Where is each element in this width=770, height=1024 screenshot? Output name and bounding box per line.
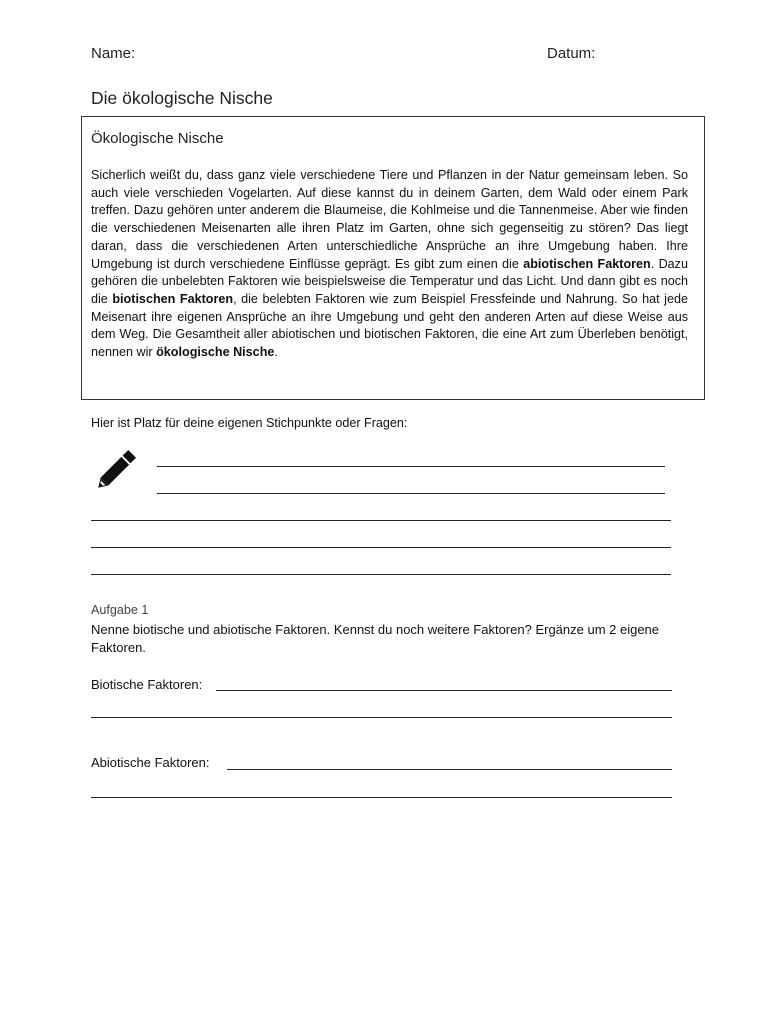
biotic-answer-line[interactable] (91, 717, 672, 718)
info-text-part: , die belebten Faktoren wie zum Beispiel Fressfeinde und Nahrung. So hat jede Meisenart ihre eigenen Ansprüche an ihre Umgebung und geht den anderen Arten auf diese Weise aus dem Weg. Die Gesamtheit aller abiotischen und biotischen Faktoren, die eine Art zum Überleben benötigt, nennen wir (91, 291, 688, 360)
abiotic-factors-label: Abiotische Faktoren: (91, 755, 210, 770)
page-title: Die ökologische Nische (91, 88, 273, 108)
abiotic-answer-line[interactable] (91, 797, 672, 798)
task-heading: Aufgabe 1 (91, 603, 149, 617)
note-line[interactable] (157, 466, 665, 467)
info-text-part: . Dazu gehören die unbelebten Faktoren wie beispielsweise die Temperatur und das Licht. Und dann gibt es noch die (91, 256, 688, 306)
biotic-factors-label: Biotische Faktoren: (91, 677, 203, 692)
pencil-icon (95, 446, 141, 490)
notes-prompt: Hier ist Platz für deine eigenen Stichpunkte oder Fragen: (91, 416, 408, 430)
note-line[interactable] (91, 547, 671, 548)
note-line[interactable] (157, 493, 665, 494)
term-biotic: biotischen Faktoren (112, 291, 234, 306)
term-abiotic: abiotischen Faktoren (523, 256, 651, 271)
info-text-part: . (274, 345, 278, 360)
note-line[interactable] (91, 574, 671, 575)
info-box-heading: Ökologische Nische (91, 130, 224, 147)
date-label: Datum: (547, 45, 596, 62)
task-text: Nenne biotische und abiotische Faktoren. Kennst du noch weitere Faktoren? Ergänze um 2 eigene Faktoren. (91, 622, 660, 655)
info-text-part: Sicherlich weißt du, dass ganz viele verschiedene Tiere und Pflanzen in der Natur gemeinsam leben. So auch viele verschieden Vogelarten. Auf diese kannst du in deinem Garten, dem Wald oder einem Park treffen. Dazu gehören unter anderem die Blaumeise, die Kohlmeise und die Tannenmeise. Aber wie finden die verschiedenen Meisenarten alle ihren Platz im Garten, ohne sich gegenseitig zu stören? Das liegt daran, dass die verschiedenen Arten unterschiedliche Ansprüche an ihre Umgebung haben. Ihre Umgebung ist durch verschiedene Einflüsse geprägt. Es gibt zum einen die (91, 168, 688, 271)
info-box-text (91, 167, 688, 362)
info-box (81, 116, 705, 400)
note-line[interactable] (91, 520, 671, 521)
term-ecological-niche: ökologische Nische (156, 345, 275, 360)
abiotic-answer-line[interactable] (227, 769, 672, 770)
biotic-answer-line[interactable] (216, 690, 672, 691)
name-label: Name: (91, 45, 136, 62)
